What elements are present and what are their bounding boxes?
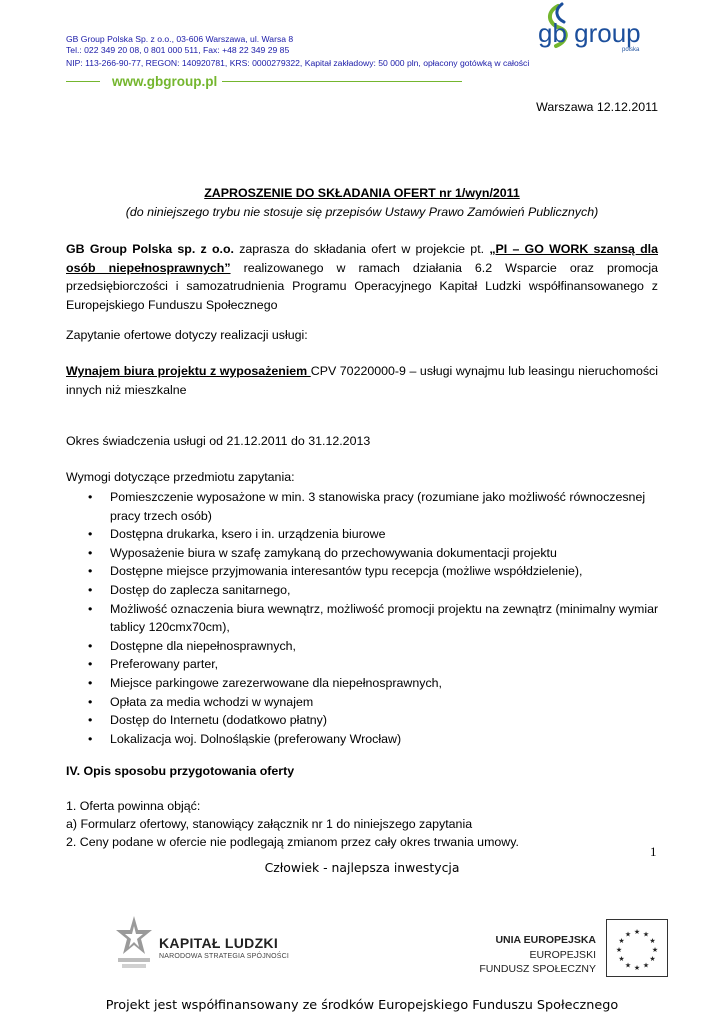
document-date: Warszawa 12.12.2011 <box>536 100 658 114</box>
document-subtitle: (do niniejszego trybu nie stosuje się przepisów Ustawy Prawo Zamówień Publicznych) <box>125 205 599 219</box>
gbgroup-logo-icon <box>536 2 656 54</box>
requirements-heading: Wymogi dotyczące przedmiotu zapytania: <box>66 470 295 484</box>
svg-text:★: ★ <box>633 928 641 936</box>
intro-company: GB Group Polska sp. z o.o. <box>66 242 234 256</box>
list-item: • Lokalizacja woj. Dolnośląskie (preferowany Wrocław) <box>66 730 666 749</box>
requirements-list <box>66 488 666 748</box>
intro-paragraph <box>66 240 658 314</box>
intro-project-title: „PI – GO WORK szansą dla osób niepełnosprawnych” <box>66 242 658 275</box>
kapital-ludzki-sub: NARODOWA STRATEGIA SPÓJNOŚCI <box>159 953 290 960</box>
list-item: • Dostępne dla niepełnosprawnych, <box>66 637 666 656</box>
eu-flag-icon <box>606 919 668 977</box>
svg-text:★: ★ <box>624 930 632 939</box>
svg-text:★: ★ <box>618 937 625 945</box>
list-item: • Możliwość oznaczenia biura wewnątrz, możliwość promocji projektu na zewnątrz (minimalny wymiar tablicy 120cmx70cm), <box>66 600 666 637</box>
inquiry-line: Zapytanie ofertowe dotyczy realizacji usługi: <box>66 328 308 342</box>
list-item: • Dostępna drukarka, ksero i in. urządzenia biurowe <box>66 525 666 544</box>
svg-text:★: ★ <box>618 955 625 963</box>
logo-text: gb group <box>538 18 641 48</box>
logo-subtext: polska <box>622 47 640 53</box>
gbgroup-logo <box>536 2 656 54</box>
footer-text: Projekt jest współfinansowany ze środków Europejskiego Funduszu Społecznego <box>105 998 619 1013</box>
list-item: • Pomieszczenie wyposażone w min. 3 stanowiska pracy (rozumiane jako możliwość równoczesnej pracy trzech osób) <box>66 488 666 525</box>
svg-text:★: ★ <box>651 946 659 954</box>
intro-text1: zaprasza do składania ofert w projekcie pt. <box>233 242 490 256</box>
svg-text:★: ★ <box>649 937 656 945</box>
list-item: • Dostęp do Internetu (dodatkowo płatny) <box>66 711 666 730</box>
eu-line3: FUNDUSZ SPOŁECZNY <box>479 963 596 975</box>
header-divider-left <box>66 81 100 82</box>
service-cpv: CPV 70220000-9 – usługi wynajmu lub leasingu nieruchomości innych niż mieszkalne <box>66 364 658 397</box>
header-registry-line: NIP: 113-266-90-77, REGON: 140920781, KRS: 0000279322, Kapitał zakładowy: 50 000 pln, opłacony gotówką w całości <box>66 58 530 68</box>
header-divider-right <box>222 81 462 82</box>
section4-line3: 2. Ceny podane w ofercie nie podlegają zmianom przez cały okres trwania umowy. <box>66 835 519 849</box>
kapital-ludzki-logo-icon <box>112 914 156 972</box>
service-period: Okres świadczenia usługi od 21.12.2011 do 31.12.2013 <box>66 434 371 448</box>
header-contact-line: Tel.: 022 349 20 08, 0 801 000 511, Fax: +48 22 349 29 85 <box>66 45 290 55</box>
section4-line2: a) Formularz ofertowy, stanowiący załącznik nr 1 do niniejszego zapytania <box>66 817 473 831</box>
section4-heading: IV. Opis sposobu przygotowania oferty <box>66 764 295 778</box>
list-item: • Dostęp do zaplecza sanitarnego, <box>66 581 666 600</box>
svg-text:★: ★ <box>649 955 656 963</box>
list-item: • Dostępne miejsce przyjmowania interesantów typu recepcja (możliwe współdzielenie), <box>66 562 666 581</box>
page-number: 1 <box>650 844 657 859</box>
svg-text:★: ★ <box>633 964 641 972</box>
document-title: ZAPROSZENIE DO SKŁADANIA OFERT nr 1/wyn/2011 <box>204 186 520 200</box>
list-item: • Wyposażenie biura w szafę zamykaną do przechowywania dokumentacji projektu <box>66 544 666 563</box>
section4-line1: 1. Oferta powinna objąć: <box>66 799 201 813</box>
svg-text:★: ★ <box>624 961 632 970</box>
website-link[interactable]: www.gbgroup.pl <box>112 74 218 89</box>
service-paragraph <box>66 362 658 399</box>
list-item: • Opłata za media wchodzi w wynajem <box>66 693 666 712</box>
list-item: • Miejsce parkingowe zarezerwowane dla niepełnosprawnych, <box>66 674 666 693</box>
list-item: • Preferowany parter, <box>66 655 666 674</box>
svg-text:★: ★ <box>642 961 650 970</box>
eu-line2: EUROPEJSKI <box>529 949 596 961</box>
header-company-line: GB Group Polska Sp. z o.o., 03-606 Warszawa, ul. Warsa 8 <box>66 34 294 44</box>
svg-text:★: ★ <box>642 930 650 939</box>
eu-line1: UNIA EUROPEJSKA <box>495 934 596 946</box>
kapital-ludzki-name: KAPITAŁ LUDZKI <box>159 935 279 951</box>
intro-text2: realizowanego w ramach działania 6.2 Wsparcie oraz promocja przedsiębiorczości i samozatrudnienia Programu Operacyjnego Kapitał Ludzki współfinansowanego z Europejskiego Funduszu Społecznego <box>66 260 658 312</box>
service-name: Wynajem biura projektu z wyposażeniem <box>66 364 311 378</box>
motto: Człowiek - najlepsza inwestycja <box>264 860 460 875</box>
svg-text:★: ★ <box>615 946 623 954</box>
